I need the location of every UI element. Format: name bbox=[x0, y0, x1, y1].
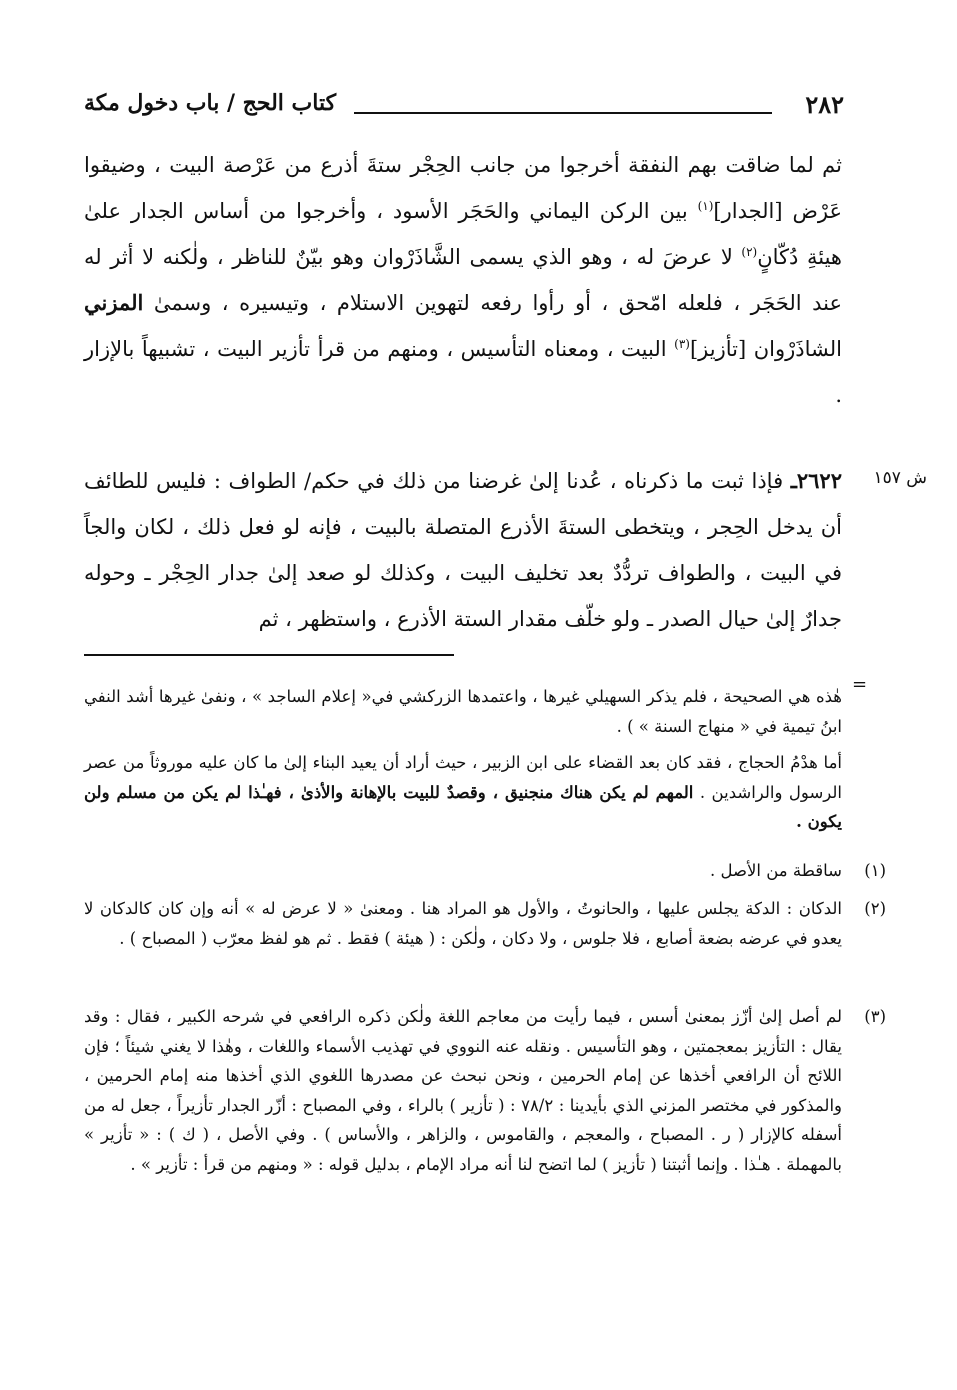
footnote-2 bbox=[84, 894, 886, 953]
running-title: كتاب الحج / باب دخول مكة bbox=[84, 90, 337, 116]
paragraph-2-text: فإذا ثبت ما ذكرناه ، عُدنا إلىٰ غرضنا من ذلك في حكم/ الطواف : فليس للطائف أن يدخل الحِجر ، ويتخطى الستةَ الأذرع المتصلة بالبيت ، فإنه لو فعل ذلك ، لكان والجاً في البيت ، والطواف تردُّدٌ بعد تخليف البيت ، وكذلك لو صعد إلىٰ جدار الحِجْر ـ وحوله جدارٌ إلىٰ حيال الصدر ـ ولو خلّف مقدار الستة الأذرع ، واستظهر ، ثم bbox=[84, 469, 842, 631]
footnote-ref-2: (٢) bbox=[741, 245, 758, 259]
paragraph-1 bbox=[84, 142, 842, 418]
footnote-3 bbox=[84, 1002, 886, 1179]
footnote-separator bbox=[84, 654, 454, 656]
footnote-text: ساقطة من الأصل . bbox=[710, 861, 842, 880]
paragraph-1-part-3: لا عرضَ له ، وهو الذي يسمى الشَّاذَرْوان وهو بيّنٌ للناظر ، ولٰكنه لا أثر له عند الحَجَر ، فلعله امّحق ، أو رأوا رفعه لتهوين الاستلام ، وتيسيره ، وسمىٰ bbox=[84, 245, 842, 315]
paragraph-1-part-5: البيت ، ومعناه التأسيس ، ومنهم من قرأ تأزير البيت ، تشبيهاً بالإزار . bbox=[84, 337, 842, 407]
paragraph-1-part-1: ثم لما ضاقت بهم النفقة أخرجوا من جانب الحِجْر ستةَ أذرع من عَرْصة البيت ، وضيقوا عَرْض [الجدار] bbox=[84, 153, 842, 223]
paragraph-1-part-2: بين الركن اليماني والحَجَر الأسود ، وأخرجوا من أساس الجدار علىٰ هيئةِ دُكّانٍ bbox=[84, 199, 842, 269]
footnote-continued-bold: المهم لم يكن هناك منجنيق ، وقصدٌ للبيت بالإهانة والأذىٰ ، فهـٰذا لم يكن من مسلم ولن يكون . bbox=[84, 782, 842, 831]
footnote-number: (٢) bbox=[864, 899, 886, 918]
footnote-continued-text-2 bbox=[84, 748, 842, 837]
footnote-1 bbox=[84, 856, 886, 886]
footnote-text: لم أصل إلىٰ أزّز بمعنىٰ أسس ، فيما رأيت من معاجم اللغة ولٰكن ذكره الرافعي في شرحه الكبير ، فقال : وقد يقال : التأزيز بمعجمتين ، وهو التأسيس . ونقله عنه النووي في تهذيب الأسماء واللغات ، وهٰذا لا يغني شيئاً ؛ فإن اللائح أن الرافعي أخذها عن إمام الحرمين ، ونحن نبحث عن مصدرها اللغوي الذي أخذها منه إمام الحرمين ، والمذكور في مختصر المزني الذي بأيدينا : ٧٨/٢ : ( تأزير ) بالراء ، وفي المصباح : أزّر الجدار تأزيراً ، جعل له من أسفله كالإزار ( ر . المصباح ، والمعجم ، والقاموس ، والزاهر ، والأساس ) . وفي الأصل ، ( ك ) : « تأزير » بالمهملة . هـٰذا . وإنما أثبتنا ( تأزيز ) لما اتضح لنا أنه مراد الإمام ، بدليل قوله : « ومنهم من قرأ : تأزير » . bbox=[84, 1007, 842, 1174]
paragraph-1-part-4: الشاذَرْوان [تأزيز] bbox=[689, 337, 842, 361]
footnote-number: (١) bbox=[864, 861, 886, 880]
footnote-text: الدكان : الدكة يجلس عليها ، والحانوتُ ، والأول هو المراد هنا . ومعنىٰ « لا عرض له » أنه وإن كان كالدكان لا يعدو في عرضه بضعة أصابع ، فلا جلوس ، ولا دكان ، ولٰكن : ( هيئة ) فقط . ثم هو لفظ معرّب ( المصباح ) . bbox=[84, 899, 842, 948]
muzani-name: المزني bbox=[84, 290, 144, 315]
paragraph-number: ٢٦٢٢ـ bbox=[790, 468, 842, 493]
footnote-number: (٣) bbox=[864, 1007, 886, 1026]
footnote-continuation-mark: = bbox=[852, 674, 868, 695]
header-rule bbox=[354, 112, 772, 114]
footnote-ref-1: (١) bbox=[697, 199, 714, 213]
footnote-continued-text-1: هٰذه هي الصحيحة ، فلم يذكر السهيلي غيرها ، واعتمدها الزركشي في« إعلام الساجد » ، ونفىٰ غيرها أشد النفي ابنُ تيمية في « منهاج السنة » ) . bbox=[84, 687, 842, 736]
page-number: ٢٨٢ bbox=[805, 90, 844, 119]
margin-manuscript-marker: ش ١٥٧ bbox=[873, 468, 927, 488]
paragraph-2 bbox=[84, 458, 842, 642]
footnote-ref-3: (٣) bbox=[674, 337, 690, 351]
running-header bbox=[84, 86, 844, 130]
footnote-continued-normal: أما هدْمُ الحجاج ، فقد كان بعد القضاء على ابن الزبير ، حيث أراد أن يعيد البناء إلىٰ ما كان عليه موروثاً من عصر الرسول والراشدين . bbox=[84, 753, 842, 802]
